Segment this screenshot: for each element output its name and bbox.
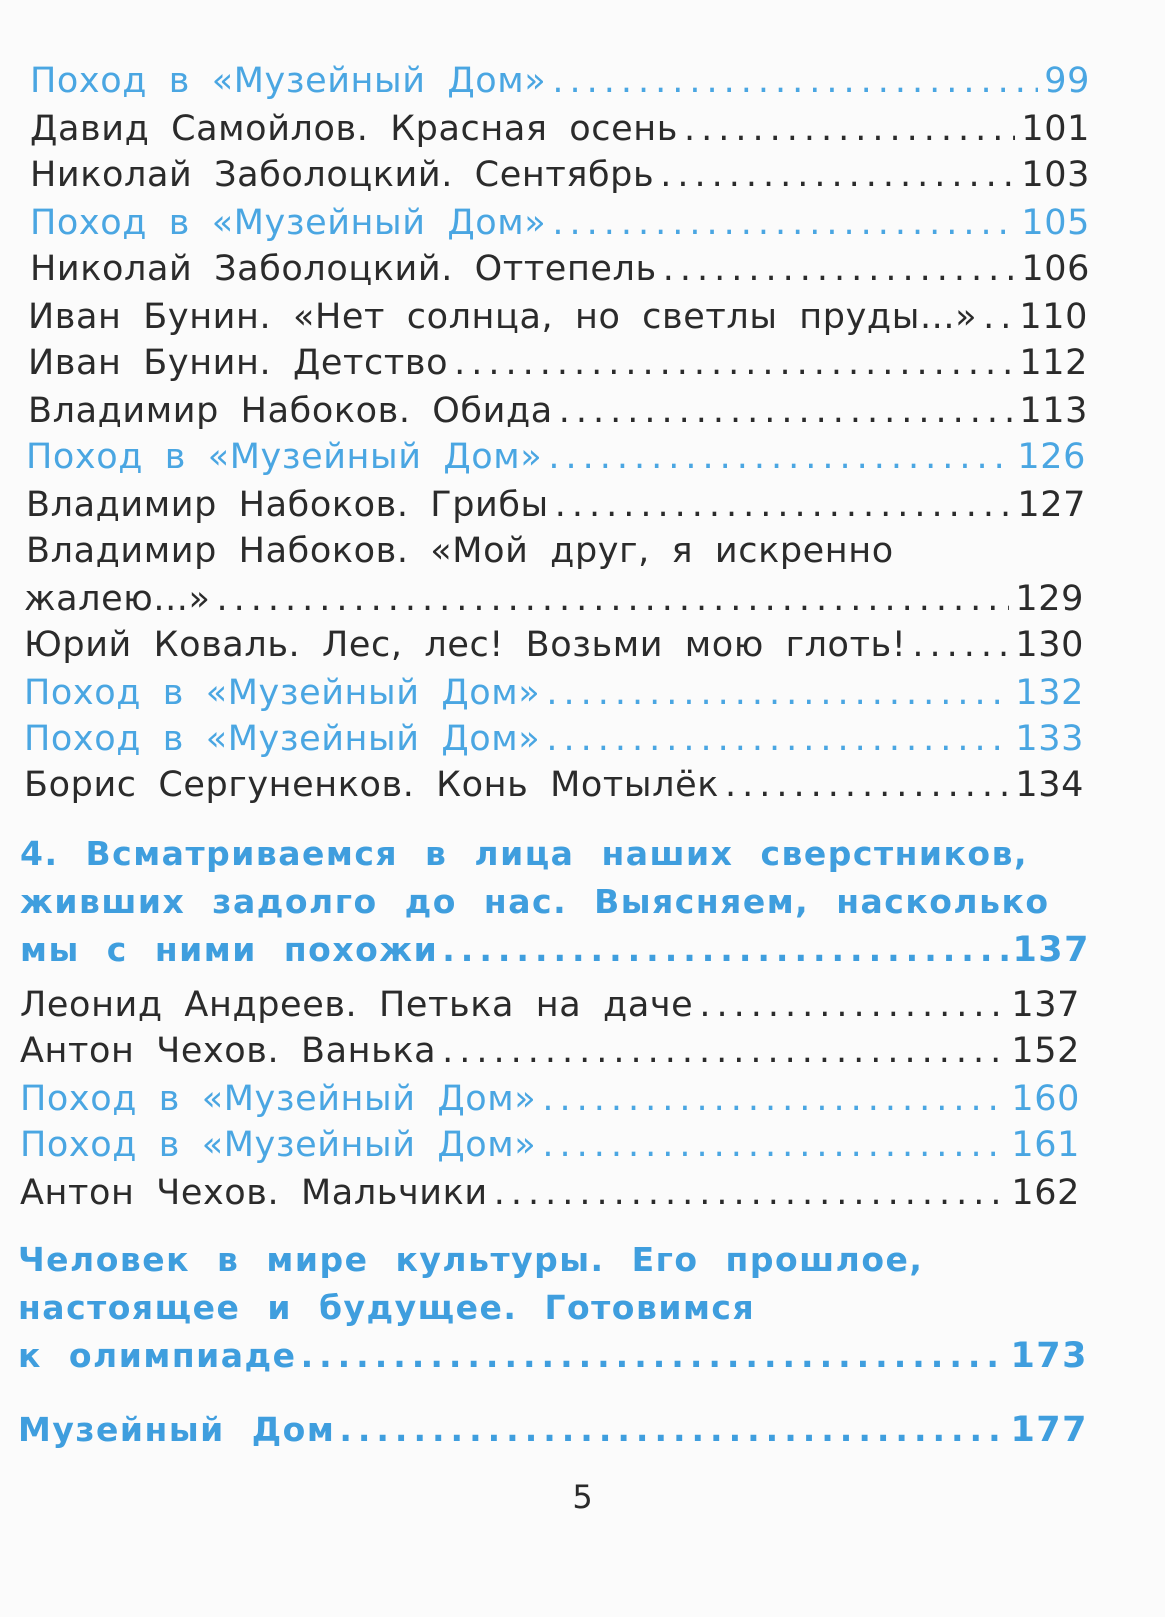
toc-entry	[30, 106, 1090, 152]
toc-entry-title: Борис Сергуненков. Конь Мотылёк	[24, 765, 719, 805]
toc-entry-title: Поход в «Музейный Дом»	[24, 719, 541, 759]
dot-leader	[542, 1122, 1005, 1168]
toc-entry	[24, 762, 1084, 808]
toc-entry-title: Давид Самойлов. Красная осень	[30, 109, 678, 149]
dot-leader	[542, 1076, 1005, 1122]
dot-leader	[494, 1170, 1006, 1216]
dot-leader	[442, 926, 1008, 974]
toc-entry-page: 99	[1044, 61, 1090, 101]
toc-entry-title: Николай Заболоцкий. Сентябрь	[30, 155, 655, 195]
toc-entry-title: Поход в «Музейный Дом»	[26, 437, 543, 477]
section-heading-page: 177	[1010, 1410, 1088, 1450]
toc-entry-title: Антон Чехов. Мальчики	[20, 1173, 488, 1213]
dot-leader	[552, 200, 1015, 246]
toc-entry	[30, 152, 1090, 198]
toc-entry-page: 103	[1021, 155, 1090, 195]
toc-entry	[24, 716, 1084, 762]
section-heading-line: к олимпиаде	[18, 1336, 297, 1375]
toc-entry	[24, 670, 1084, 716]
dot-leader	[699, 982, 1005, 1028]
toc-entry	[20, 1076, 1080, 1122]
toc-entry-title: Иван Бунин. Детство	[28, 343, 449, 383]
toc-entry-title: Антон Чехов. Ванька	[20, 1031, 437, 1071]
section-heading-line: мы с ними похожи	[20, 930, 439, 969]
toc-entry-title: Поход в «Музейный Дом»	[20, 1079, 537, 1119]
toc-entry-page: 113	[1019, 391, 1088, 431]
dot-leader	[546, 670, 1009, 716]
dot-leader	[552, 58, 1038, 104]
toc-entry-title: Поход в «Музейный Дом»	[24, 673, 541, 713]
page-number: 5	[572, 1478, 593, 1516]
toc-entry-page: 137	[1011, 985, 1080, 1025]
dot-leader	[912, 622, 1009, 668]
toc-entry-title: Владимир Набоков. Грибы	[26, 485, 549, 525]
toc-entry-page: 134	[1015, 765, 1084, 805]
dot-leader	[454, 340, 1013, 386]
toc-entry	[30, 246, 1090, 292]
toc-entry-page: 132	[1015, 673, 1084, 713]
toc-entry-title: Леонид Андреев. Петька на даче	[20, 985, 694, 1025]
toc-entry	[20, 1170, 1080, 1216]
dot-leader	[983, 294, 1013, 340]
toc-entry	[28, 294, 1088, 340]
toc-entry-line1	[26, 528, 1086, 574]
toc-entry	[30, 58, 1090, 104]
toc-entry-page: 126	[1017, 437, 1086, 477]
dot-leader	[217, 576, 1010, 622]
dot-leader	[339, 1406, 1006, 1454]
dot-leader	[663, 246, 1016, 292]
toc-entry-title: Поход в «Музейный Дом»	[30, 61, 547, 101]
section-heading-line: настоящее и будущее. Готовимся	[18, 1288, 756, 1327]
toc-entry	[20, 1028, 1080, 1074]
dot-leader	[684, 106, 1015, 152]
toc-entry-page: 133	[1015, 719, 1084, 759]
section-heading-line: 4. Всматриваемся в лица наших сверстников,	[20, 834, 1028, 873]
toc-entry-page: 161	[1011, 1125, 1080, 1165]
toc-entry	[28, 340, 1088, 386]
toc-entry-title: Иван Бунин. «Нет солнца, но светлы пруды...»	[28, 297, 978, 337]
toc-entry	[24, 622, 1084, 668]
toc-entry-page: 112	[1019, 343, 1088, 383]
toc-entry-page: 106	[1021, 249, 1090, 289]
section-heading	[18, 1236, 1088, 1380]
toc-entry-page: 101	[1021, 109, 1090, 149]
toc-entry-page: 162	[1011, 1173, 1080, 1213]
toc-entry-page: 105	[1021, 203, 1090, 243]
section-heading	[20, 830, 1090, 974]
dot-leader	[546, 716, 1009, 762]
dot-leader	[725, 762, 1009, 808]
section-heading-page: 137	[1012, 930, 1090, 970]
dot-leader	[548, 434, 1011, 480]
toc-entry-page: 130	[1015, 625, 1084, 665]
toc-entry	[28, 388, 1088, 434]
dot-leader	[555, 482, 1012, 528]
toc-entry	[30, 200, 1090, 246]
toc-entry-page: 127	[1017, 485, 1086, 525]
dot-leader	[660, 152, 1015, 198]
dot-leader	[559, 388, 1014, 434]
toc-entry-line2	[24, 576, 1084, 622]
toc-entry	[26, 482, 1086, 528]
toc-entry-page: 129	[1015, 579, 1084, 619]
toc-entry-title: Владимир Набоков. «Мой друг, я искренно	[26, 531, 894, 571]
toc-entry-title: Николай Заболоцкий. Оттепель	[30, 249, 657, 289]
toc-entry-page: 110	[1019, 297, 1088, 337]
toc-entry-page: 160	[1011, 1079, 1080, 1119]
toc-entry-page: 152	[1011, 1031, 1080, 1071]
dot-leader	[442, 1028, 1005, 1074]
section-heading-line: живших задолго до нас. Выясняем, насколько	[20, 882, 1050, 921]
toc-entry	[26, 434, 1086, 480]
toc-entry-title: Поход в «Музейный Дом»	[30, 203, 547, 243]
section-heading-line: Человек в мире культуры. Его прошлое,	[18, 1240, 924, 1279]
toc-entry-title: Владимир Набоков. Обида	[28, 391, 553, 431]
toc-entry	[20, 982, 1080, 1028]
toc-entry	[20, 1122, 1080, 1168]
toc-entry-title: Поход в «Музейный Дом»	[20, 1125, 537, 1165]
toc-entry-title: Юрий Коваль. Лес, лес! Возьми мою глоть!	[24, 625, 907, 665]
section-heading-line: Музейный Дом	[18, 1410, 336, 1449]
toc-entry-title: жалею...»	[24, 579, 211, 619]
section-heading	[18, 1406, 1088, 1454]
section-heading-page: 173	[1010, 1336, 1088, 1376]
dot-leader	[301, 1332, 1007, 1380]
